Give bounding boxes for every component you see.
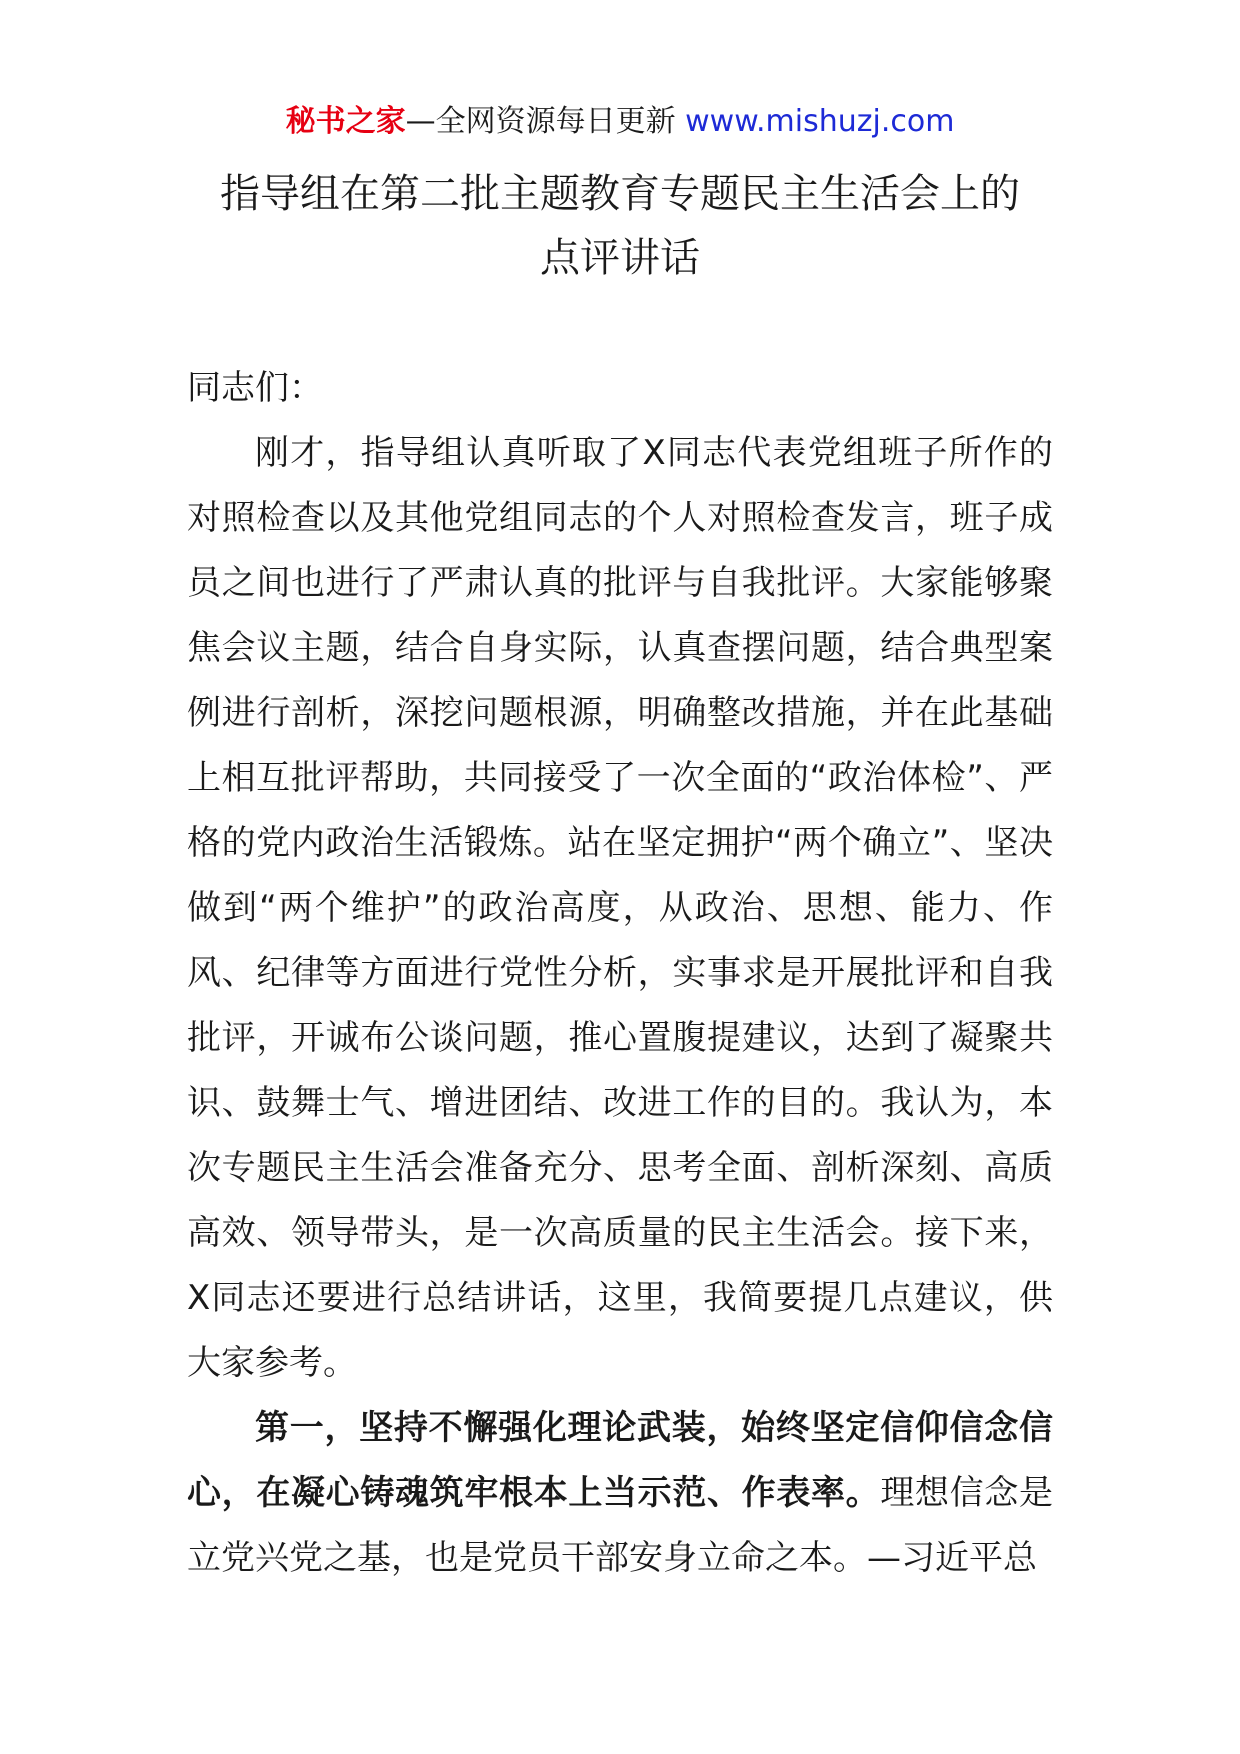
paragraph-first-point <box>187 1396 1053 1591</box>
paragraph-intro: 刚才，指导组认真听取了X同志代表党组班子所作的对照检查以及其他党组同志的个人对照检查发言，班子成员之间也进行了严肃认真的批评与自我批评。大家能够聚焦会议主题，结合自身实际，认真查摆问题，结合典型案例进行剖析，深挖问题根源，明确整改措施，并在此基础上相互批评帮助，共同接受了一次全面的“政治体检”、严格的党内政治生活锻炼。站在坚定拥护“两个确立”、坚决做到“两个维护”的政治高度，从政治、思想、能力、作风、纪律等方面进行党性分析，实事求是开展批评和自我批评，开诚布公谈问题，推心置腹提建议，达到了凝聚共识、鼓舞士气、增进团结、改进工作的目的。我认为，本次专题民主生活会准备充分、思考全面、剖析深刻、高质高效、领导带头，是一次高质量的民主生活会。接下来，X同志还要进行总结讲话，这里，我简要提几点建议，供大家参考。 <box>187 433 1053 1383</box>
header-tagline: —全网资源每日更新 <box>405 104 686 139</box>
title-line-1: 指导组在第二批主题教育专题民主生活会上的 <box>220 171 1020 217</box>
document-title <box>150 162 1090 290</box>
site-header <box>0 100 1240 144</box>
salutation: 同志们： <box>187 368 323 408</box>
brand-name: 秘书之家 <box>285 104 406 139</box>
paragraph-first-point-text: 理想信念是立党兴党之基，也是党员干部安身立命之本。—习近平总 <box>187 1473 1054 1578</box>
site-url-link[interactable]: www.mishuzj.com <box>685 104 955 139</box>
document-body <box>187 356 1053 1591</box>
paragraph-first-point-lead: 第一，坚持不懈强化理论武装，始终坚定信仰信念信心，在凝心铸魂筑牢根本上当示范、作表率。 <box>187 1408 1053 1513</box>
title-line-2: 点评讲话 <box>540 235 700 281</box>
